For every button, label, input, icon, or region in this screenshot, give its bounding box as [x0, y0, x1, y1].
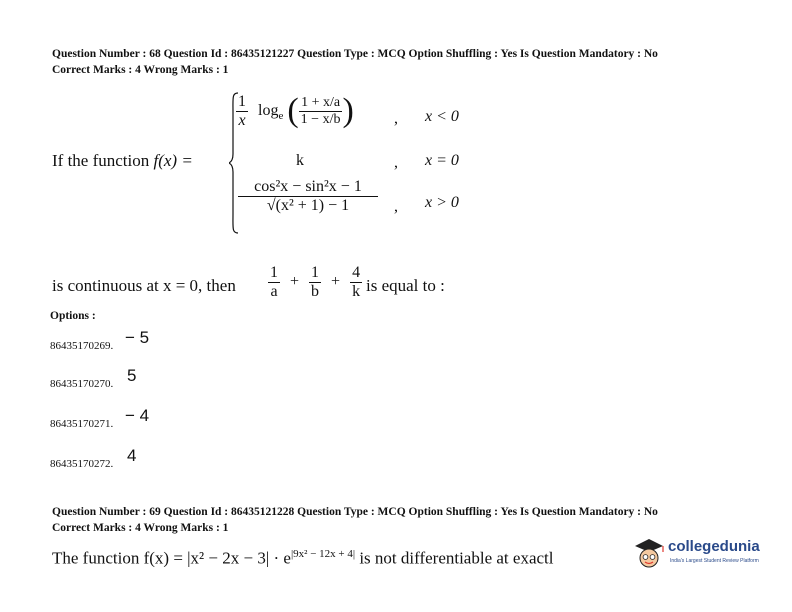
case-2-value: k — [296, 152, 304, 169]
q69-question-text: The function $f(x) = |x^2 - 2x - 3| \cdot e^{|9x^2 - 12x + 4|}$ is not differentiable at exactl — [52, 548, 554, 568]
case-3-comma: , — [394, 198, 398, 215]
collegedunia-logo — [632, 536, 762, 576]
equal-to-text: is equal to : — [366, 276, 445, 295]
case-1-expression: $\frac{1}{x}$ $\log_e$ ( $\frac{1 + x/a}{1 - x/b}$ ) — [238, 92, 354, 129]
case-2-condition: x = 0 — [425, 152, 459, 169]
option-value-4[interactable]: 4 — [127, 446, 137, 465]
case-1-condition: x < 0 — [425, 108, 459, 125]
continuous-text: is continuous at x = 0, then — [52, 276, 236, 295]
case-3-expression: $\frac{\text{cos²x − sin²x − 1}}{\text{√(x² + 1) − 1}}$ — [238, 178, 378, 215]
option-id-4: 86435170272. — [50, 458, 114, 470]
option-id-3: 86435170271. — [50, 418, 114, 430]
option-id-1: 86435170269. — [50, 340, 114, 352]
q69-meta-line1: Question Number : 69 Question Id : 86435121228 Question Type : MCQ Option Shuffling : Yes Is Question Mandatory : No — [52, 506, 658, 518]
option-value-3[interactable]: − 4 — [125, 406, 150, 425]
option-value-2[interactable]: 5 — [127, 366, 137, 385]
fx-label: f(x) = — [153, 151, 193, 170]
q68-meta-line1: Question Number : 68 Question Id : 86435121227 Question Type : MCQ Option Shuffling : Yes Is Question Mandatory : No — [52, 48, 658, 60]
option-id-2: 86435170270. — [50, 378, 114, 390]
case-2-comma: , — [394, 154, 398, 171]
case-3-condition: x > 0 — [425, 194, 459, 211]
q69-meta-line2: Correct Marks : 4 Wrong Marks : 1 — [52, 522, 229, 534]
reciprocal-sum: $\frac{1}{a}$ + $\frac{1}{b}$ + $\frac{4}{k}$ — [270, 264, 361, 300]
logo-tagline: India's Largest Student Review Platform — [670, 558, 759, 564]
logo-name: collegedunia — [668, 538, 760, 555]
if-function-text: If the function f(x) = — [52, 151, 193, 170]
graduate-mascot-icon — [632, 536, 666, 572]
q68-meta-line2: Correct Marks : 4 Wrong Marks : 1 — [52, 64, 229, 76]
options-label: Options : — [50, 310, 96, 322]
option-value-1[interactable]: − 5 — [125, 328, 150, 347]
case-1-comma: , — [394, 110, 398, 127]
